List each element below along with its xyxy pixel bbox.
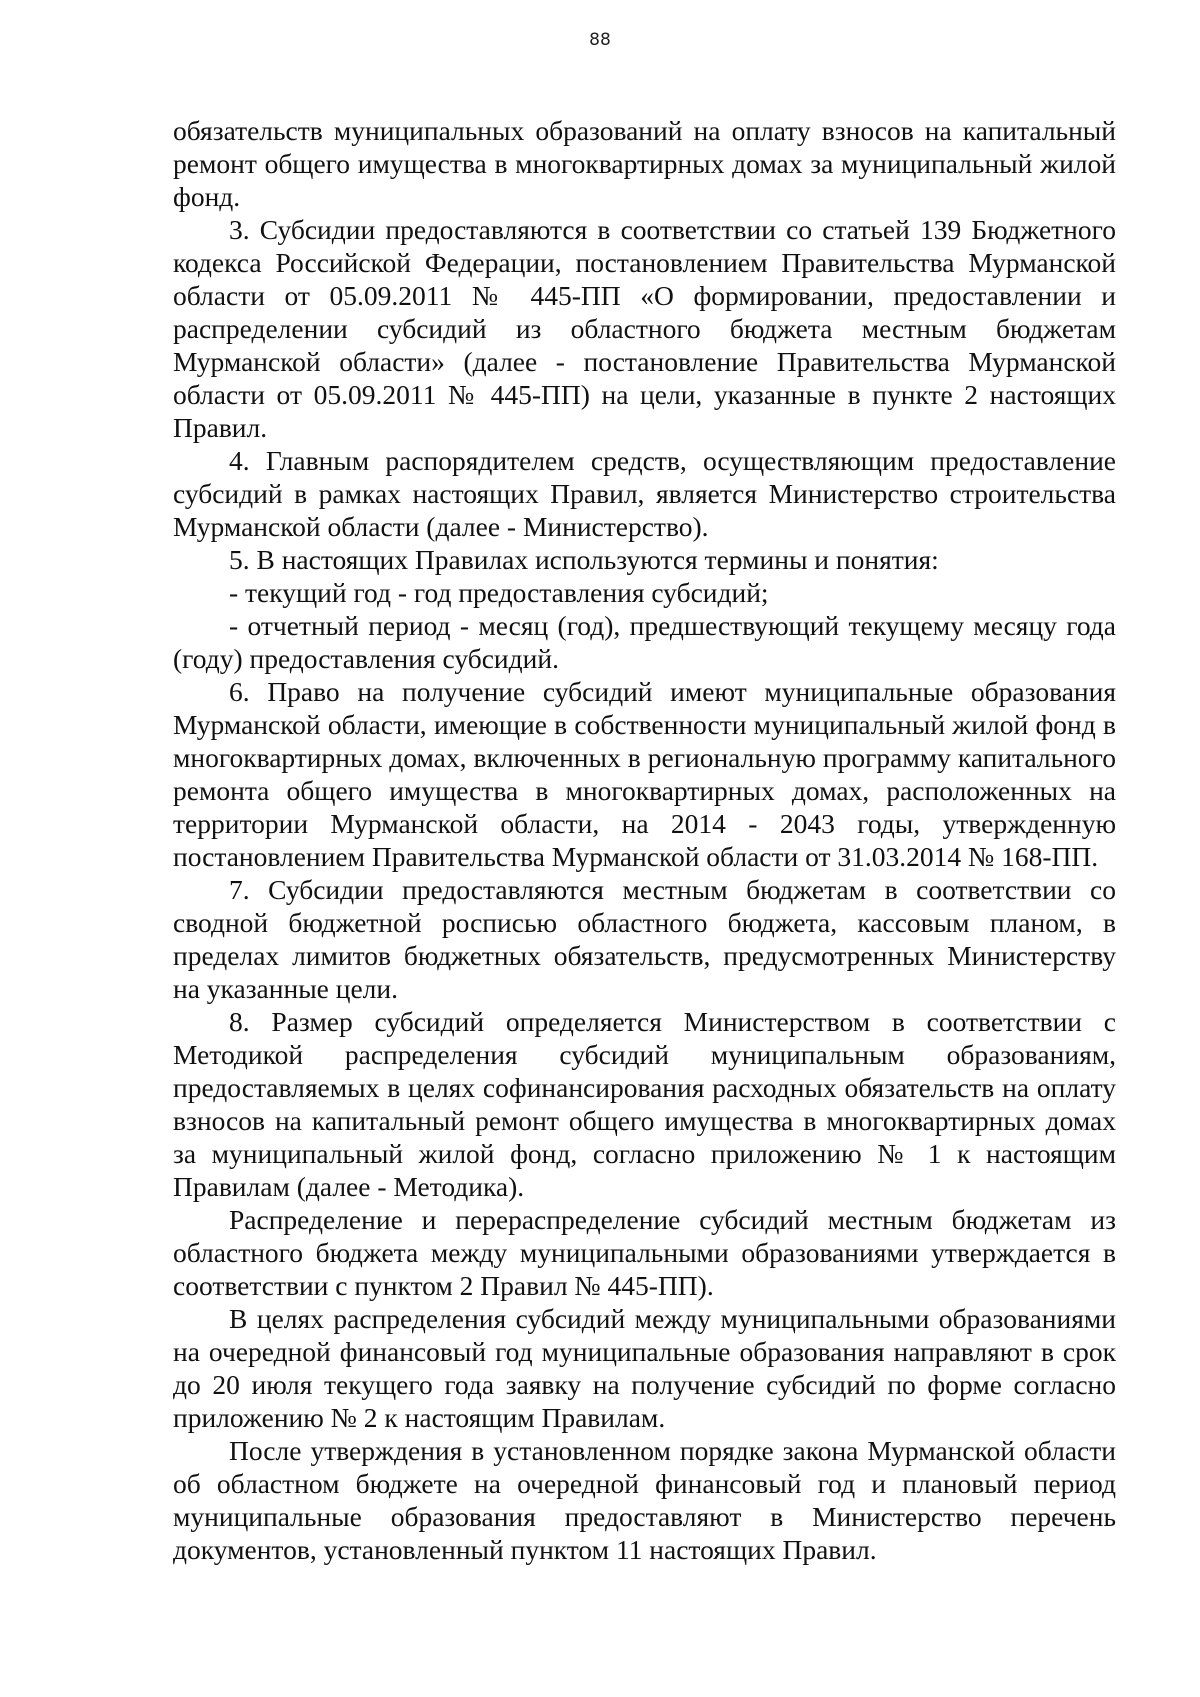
definition-reporting-period: - отчетный период - месяц (год), предшествующий текущему месяцу года (году) предоставления субсидий. <box>173 610 1116 674</box>
paragraph-item-3: 3. Субсидии предоставляются в соответствии со статьей 139 Бюджетного кодекса Российской Федерации, постановлением Правительства Мурманской области от 05.09.2011 № 445-ПП «О формировании, предоставлении и распределении субсидий из областного бюджета местным бюджетам Мурманской области» (далее - постановление Правительства Мурманской области от 05.09.2011 № 445-ПП) на цели, указанные в пункте 2 настоящих Правил. <box>173 214 1116 443</box>
paragraph-documents: После утверждения в установленном порядке закона Мурманской области об областном бюджете на очередной финансовый год и плановый период муниципальные образования предоставляют в Министерство перечень документов, установленный пунктом 11 настоящих Правил. <box>173 1435 1116 1565</box>
definition-current-year: - текущий год - год предоставления субсидий; <box>229 577 769 608</box>
paragraph-item-5: 5. В настоящих Правилах используются термины и понятия: <box>229 544 939 575</box>
paragraph-continuation: обязательств муниципальных образований на оплату взносов на капитальный ремонт общего имущества в многоквартирных домах за муниципальный жилой фонд. <box>173 115 1116 212</box>
paragraph-item-4: 4. Главным распорядителем средств, осуществляющим предоставление субсидий в рамках настоящих Правил, является Министерство строительства Мурманской области (далее - Министерство). <box>173 445 1116 542</box>
paragraph-item-7: 7. Субсидии предоставляются местным бюджетам в соответствии со сводной бюджетной росписью областного бюджета, кассовым планом, в пределах лимитов бюджетных обязательств, предусмотренных Министерству на указанные цели. <box>173 874 1116 1004</box>
paragraph-application: В целях распределения субсидий между муниципальными образованиями на очередной финансовый год муниципальные образования направляют в срок до 20 июля текущего года заявку на получение субсидий по форме согласно приложению № 2 к настоящим Правилам. <box>173 1303 1116 1433</box>
page-number: 88 <box>589 30 611 50</box>
document-body <box>173 114 1116 1566</box>
paragraph-item-6: 6. Право на получение субсидий имеют муниципальные образования Мурманской области, имеющие в собственности муниципальный жилой фонд в многоквартирных домах, включенных в региональную программу капитального ремонта общего имущества в многоквартирных домах, расположенных на территории Мурманской области, на 2014 - 2043 годы, утвержденную постановлением Правительства Мурманской области от 31.03.2014 № 168-ПП. <box>173 676 1116 872</box>
paragraph-item-8: 8. Размер субсидий определяется Министерством в соответствии с Методикой распределения субсидий муниципальным образованиям, предоставляемых в целях софинансирования расходных обязательств на оплату взносов на капитальный ремонт общего имущества в многоквартирных домах за муниципальный жилой фонд, согласно приложению № 1 к настоящим Правилам (далее - Методика). <box>173 1006 1116 1202</box>
paragraph-distribution: Распределение и перераспределение субсидий местным бюджетам из областного бюджета между муниципальными образованиями утверждается в соответствии с пунктом 2 Правил № 445-ПП). <box>173 1204 1116 1301</box>
